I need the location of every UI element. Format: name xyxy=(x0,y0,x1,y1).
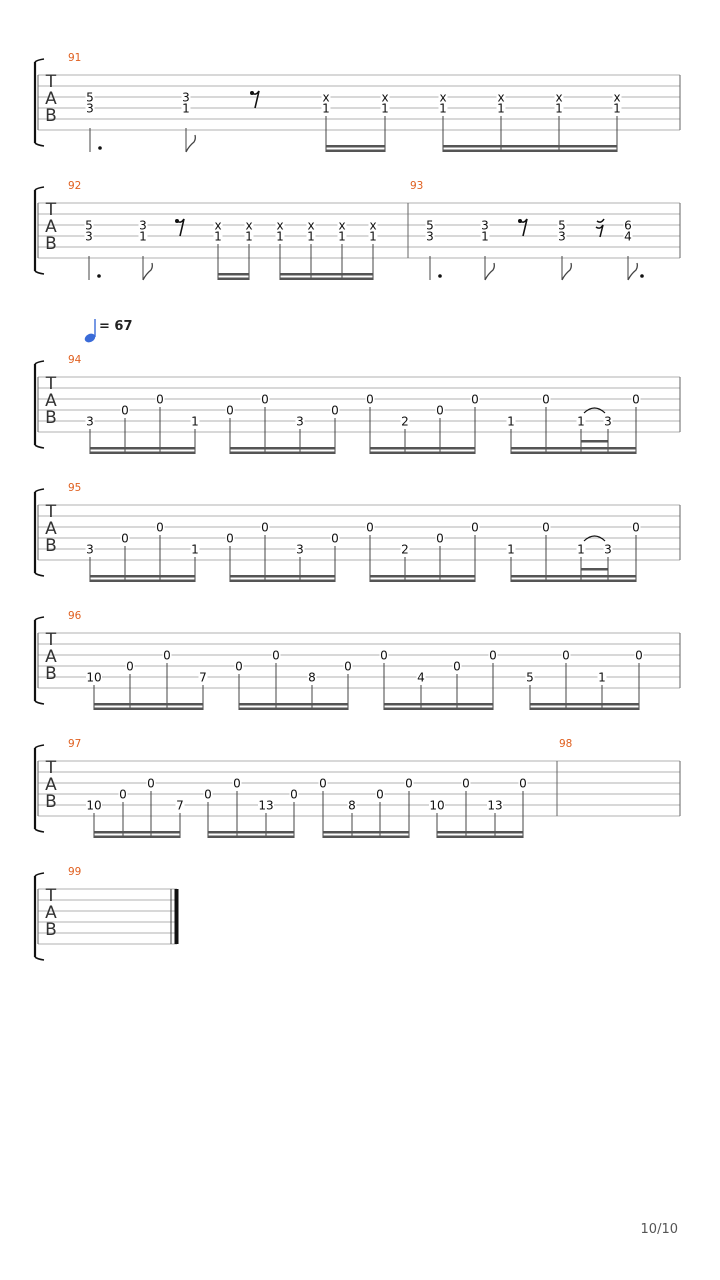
beam-secondary xyxy=(323,831,409,834)
fret-number: 1 xyxy=(245,229,253,244)
fret-number: 1 xyxy=(381,101,389,116)
beam-32nd xyxy=(581,440,608,443)
fret-number: 1 xyxy=(369,229,377,244)
bracket-bottom-hook xyxy=(35,701,44,704)
measure-number: 95 xyxy=(68,482,82,494)
beam-secondary xyxy=(511,447,636,450)
beam-secondary xyxy=(94,831,180,834)
fret-number: 1 xyxy=(182,101,190,116)
fret-number: 0 xyxy=(376,787,384,802)
beam xyxy=(94,836,180,839)
beam xyxy=(230,580,335,583)
beam-secondary xyxy=(530,703,639,706)
beam-secondary xyxy=(230,575,335,578)
beam xyxy=(530,708,639,711)
fret-number: 8 xyxy=(348,798,356,813)
fret-number: 0 xyxy=(453,659,461,674)
beam xyxy=(323,836,409,839)
fret-number: 0 xyxy=(519,776,527,791)
fret-number: 1 xyxy=(338,229,346,244)
fret-number: 0 xyxy=(380,648,388,663)
fret-number: 0 xyxy=(471,392,479,407)
tab-clef-letter: A xyxy=(45,217,57,237)
fret-number: 1 xyxy=(276,229,284,244)
fret-number: 3 xyxy=(86,414,94,429)
fret-number: x xyxy=(369,218,377,233)
fret-number: 0 xyxy=(156,392,164,407)
bracket-bottom-hook xyxy=(35,573,44,576)
eighth-flag xyxy=(143,263,152,280)
fret-number: 3 xyxy=(86,101,94,116)
bracket-top-hook xyxy=(35,745,44,748)
fret-number: 5 xyxy=(526,670,534,685)
beam-secondary xyxy=(384,703,493,706)
page-number: 10/10 xyxy=(640,1222,678,1237)
tab-clef-letter: T xyxy=(45,886,57,906)
beam-secondary xyxy=(218,273,249,276)
tab-clef-letter: A xyxy=(45,391,57,411)
tab-clef-letter: T xyxy=(45,630,57,650)
fret-number: 1 xyxy=(577,542,585,557)
tab-clef-letter: A xyxy=(45,647,57,667)
beam-secondary xyxy=(370,447,475,450)
rest-dot xyxy=(518,219,522,223)
fret-number: 4 xyxy=(417,670,425,685)
fret-number: 5 xyxy=(426,218,434,233)
tab-clef-letter: A xyxy=(45,519,57,539)
fret-number: 0 xyxy=(261,392,269,407)
fret-number: 3 xyxy=(182,90,190,105)
beam xyxy=(384,708,493,711)
fret-number: 8 xyxy=(308,670,316,685)
beam-secondary xyxy=(90,447,195,450)
beam xyxy=(437,836,523,839)
tab-system xyxy=(35,187,680,280)
fret-number: 0 xyxy=(272,648,280,663)
beam xyxy=(511,452,636,455)
fret-number: x xyxy=(555,90,563,105)
fret-number: 0 xyxy=(344,659,352,674)
tempo-marking: = 67 xyxy=(99,319,133,334)
rest-dot xyxy=(175,219,179,223)
tab-system xyxy=(35,59,680,152)
fret-number: 0 xyxy=(489,648,497,663)
fret-number: x xyxy=(497,90,505,105)
fret-number: 13 xyxy=(487,798,503,813)
fret-number: 0 xyxy=(436,403,444,418)
fret-number: 3 xyxy=(604,414,612,429)
fret-number: 7 xyxy=(176,798,184,813)
fret-number: 1 xyxy=(598,670,606,685)
fret-number: 0 xyxy=(331,531,339,546)
fret-number: 1 xyxy=(191,414,199,429)
beam-secondary xyxy=(511,575,636,578)
fret-number: 13 xyxy=(258,798,274,813)
fret-number: 1 xyxy=(214,229,222,244)
fret-number: 2 xyxy=(401,414,409,429)
final-barline-thick xyxy=(175,889,179,944)
fret-number: 5 xyxy=(86,90,94,105)
bracket-bottom-hook xyxy=(35,271,44,274)
fret-number: x xyxy=(276,218,284,233)
bracket-top-hook xyxy=(35,489,44,492)
bracket-bottom-hook xyxy=(35,957,44,960)
tab-clef-letter: A xyxy=(45,89,57,109)
beam-secondary xyxy=(208,831,294,834)
fret-number: 0 xyxy=(632,392,640,407)
measure-number: 99 xyxy=(68,866,82,878)
fret-number: 0 xyxy=(635,648,643,663)
fret-number: 0 xyxy=(290,787,298,802)
fret-number: 3 xyxy=(558,229,566,244)
tab-clef-letter: A xyxy=(45,903,57,923)
fret-number: 3 xyxy=(85,229,93,244)
fret-number: x xyxy=(322,90,330,105)
fret-number: 1 xyxy=(139,229,147,244)
fret-number: 1 xyxy=(439,101,447,116)
fret-number: 0 xyxy=(121,531,129,546)
measure-number: 93 xyxy=(410,180,424,192)
fret-number: 1 xyxy=(191,542,199,557)
measure-number: 97 xyxy=(68,738,82,750)
fret-number: 0 xyxy=(366,520,374,535)
fret-number: 5 xyxy=(85,218,93,233)
fret-number: 0 xyxy=(542,392,550,407)
fret-number: 0 xyxy=(147,776,155,791)
measure-number: 96 xyxy=(68,610,82,622)
fret-number: 0 xyxy=(562,648,570,663)
fret-number: 0 xyxy=(436,531,444,546)
eighth-flag xyxy=(186,135,195,152)
beam xyxy=(511,580,636,583)
fret-number: x xyxy=(214,218,222,233)
fret-number: 0 xyxy=(471,520,479,535)
fret-number: 1 xyxy=(613,101,621,116)
fret-number: 0 xyxy=(119,787,127,802)
tab-clef-letter: T xyxy=(45,758,57,778)
fret-number: 0 xyxy=(204,787,212,802)
beam xyxy=(370,580,475,583)
measure-number: 94 xyxy=(68,354,82,366)
beam-secondary xyxy=(94,703,203,706)
beam-secondary xyxy=(326,145,385,148)
tab-clef-letter: T xyxy=(45,502,57,522)
fret-number: 3 xyxy=(426,229,434,244)
bracket-top-hook xyxy=(35,187,44,190)
fret-number: 0 xyxy=(126,659,134,674)
measure-number: 98 xyxy=(559,738,573,750)
tab-clef-letter: T xyxy=(45,200,57,220)
bracket-top-hook xyxy=(35,59,44,62)
measure-number: 92 xyxy=(68,180,82,192)
augmentation-dot xyxy=(97,274,101,278)
fret-number: 0 xyxy=(542,520,550,535)
beam xyxy=(280,278,373,281)
fret-number: x xyxy=(381,90,389,105)
beam xyxy=(370,452,475,455)
beam-secondary xyxy=(230,447,335,450)
fret-number: 6 xyxy=(624,218,632,233)
fret-number: x xyxy=(439,90,447,105)
bracket-bottom-hook xyxy=(35,445,44,448)
fret-number: x xyxy=(307,218,315,233)
augmentation-dot xyxy=(438,274,442,278)
fret-number: 3 xyxy=(296,542,304,557)
fret-number: 3 xyxy=(604,542,612,557)
fret-number: 0 xyxy=(632,520,640,535)
fret-number: 5 xyxy=(558,218,566,233)
fret-number: 10 xyxy=(86,798,102,813)
bracket-top-hook xyxy=(35,873,44,876)
tab-system xyxy=(35,745,680,838)
eighth-flag xyxy=(562,263,571,280)
tab-clef-letter: B xyxy=(45,536,57,556)
tab-clef-letter: A xyxy=(45,775,57,795)
beam-secondary xyxy=(443,145,617,148)
beam-32nd xyxy=(581,568,608,571)
tab-clef-letter: B xyxy=(45,106,57,126)
tab-clef-letter: B xyxy=(45,792,57,812)
fret-number: 3 xyxy=(86,542,94,557)
fret-number: 0 xyxy=(156,520,164,535)
fret-number: 3 xyxy=(139,218,147,233)
beam-secondary xyxy=(90,575,195,578)
fret-number: 0 xyxy=(121,403,129,418)
fret-number: 1 xyxy=(307,229,315,244)
fret-number: 0 xyxy=(163,648,171,663)
beam xyxy=(326,150,385,153)
fret-number: 1 xyxy=(507,414,515,429)
fret-number: x xyxy=(338,218,346,233)
augmentation-dot xyxy=(98,146,102,150)
beam-secondary xyxy=(239,703,348,706)
fret-number: x xyxy=(613,90,621,105)
tab-clef-letter: B xyxy=(45,408,57,428)
fret-number: 0 xyxy=(366,392,374,407)
tab-clef-letter: B xyxy=(45,664,57,684)
beam xyxy=(94,708,203,711)
fret-number: 3 xyxy=(481,218,489,233)
fret-number: 0 xyxy=(319,776,327,791)
fret-number: 7 xyxy=(199,670,207,685)
fret-number: 0 xyxy=(261,520,269,535)
beam xyxy=(90,452,195,455)
sixteenth-rest xyxy=(596,219,604,237)
augmentation-dot xyxy=(640,274,644,278)
fret-number: 0 xyxy=(233,776,241,791)
tab-clef-letter: B xyxy=(45,234,57,254)
rest-dot xyxy=(250,91,254,95)
fret-number: 0 xyxy=(235,659,243,674)
eighth-flag xyxy=(628,263,637,280)
bracket-top-hook xyxy=(35,617,44,620)
beam-secondary xyxy=(280,273,373,276)
bracket-top-hook xyxy=(35,361,44,364)
beam-secondary xyxy=(370,575,475,578)
fret-number: 1 xyxy=(577,414,585,429)
tab-clef-letter: T xyxy=(45,72,57,92)
bracket-bottom-hook xyxy=(35,829,44,832)
fret-number: 2 xyxy=(401,542,409,557)
fret-number: 0 xyxy=(226,531,234,546)
tab-clef-letter: B xyxy=(45,920,57,940)
fret-number: 1 xyxy=(497,101,505,116)
beam xyxy=(218,278,249,281)
tab-clef-letter: T xyxy=(45,374,57,394)
fret-number: 0 xyxy=(462,776,470,791)
fret-number: 0 xyxy=(331,403,339,418)
fret-number: 0 xyxy=(405,776,413,791)
fret-number: 1 xyxy=(481,229,489,244)
fret-number: 0 xyxy=(226,403,234,418)
bracket-bottom-hook xyxy=(35,143,44,146)
beam xyxy=(239,708,348,711)
fret-number: 10 xyxy=(429,798,445,813)
fret-number: x xyxy=(245,218,253,233)
beam xyxy=(208,836,294,839)
fret-number: 1 xyxy=(322,101,330,116)
measure-number: 91 xyxy=(68,52,82,64)
fret-number: 1 xyxy=(507,542,515,557)
beam xyxy=(90,580,195,583)
fret-number: 3 xyxy=(296,414,304,429)
tab-system xyxy=(35,361,680,454)
fret-number: 4 xyxy=(624,229,632,244)
eighth-flag xyxy=(485,263,494,280)
fret-number: 10 xyxy=(86,670,102,685)
fret-number: 1 xyxy=(555,101,563,116)
beam xyxy=(230,452,335,455)
beam-secondary xyxy=(437,831,523,834)
beam xyxy=(443,150,617,153)
tab-system xyxy=(35,489,680,582)
